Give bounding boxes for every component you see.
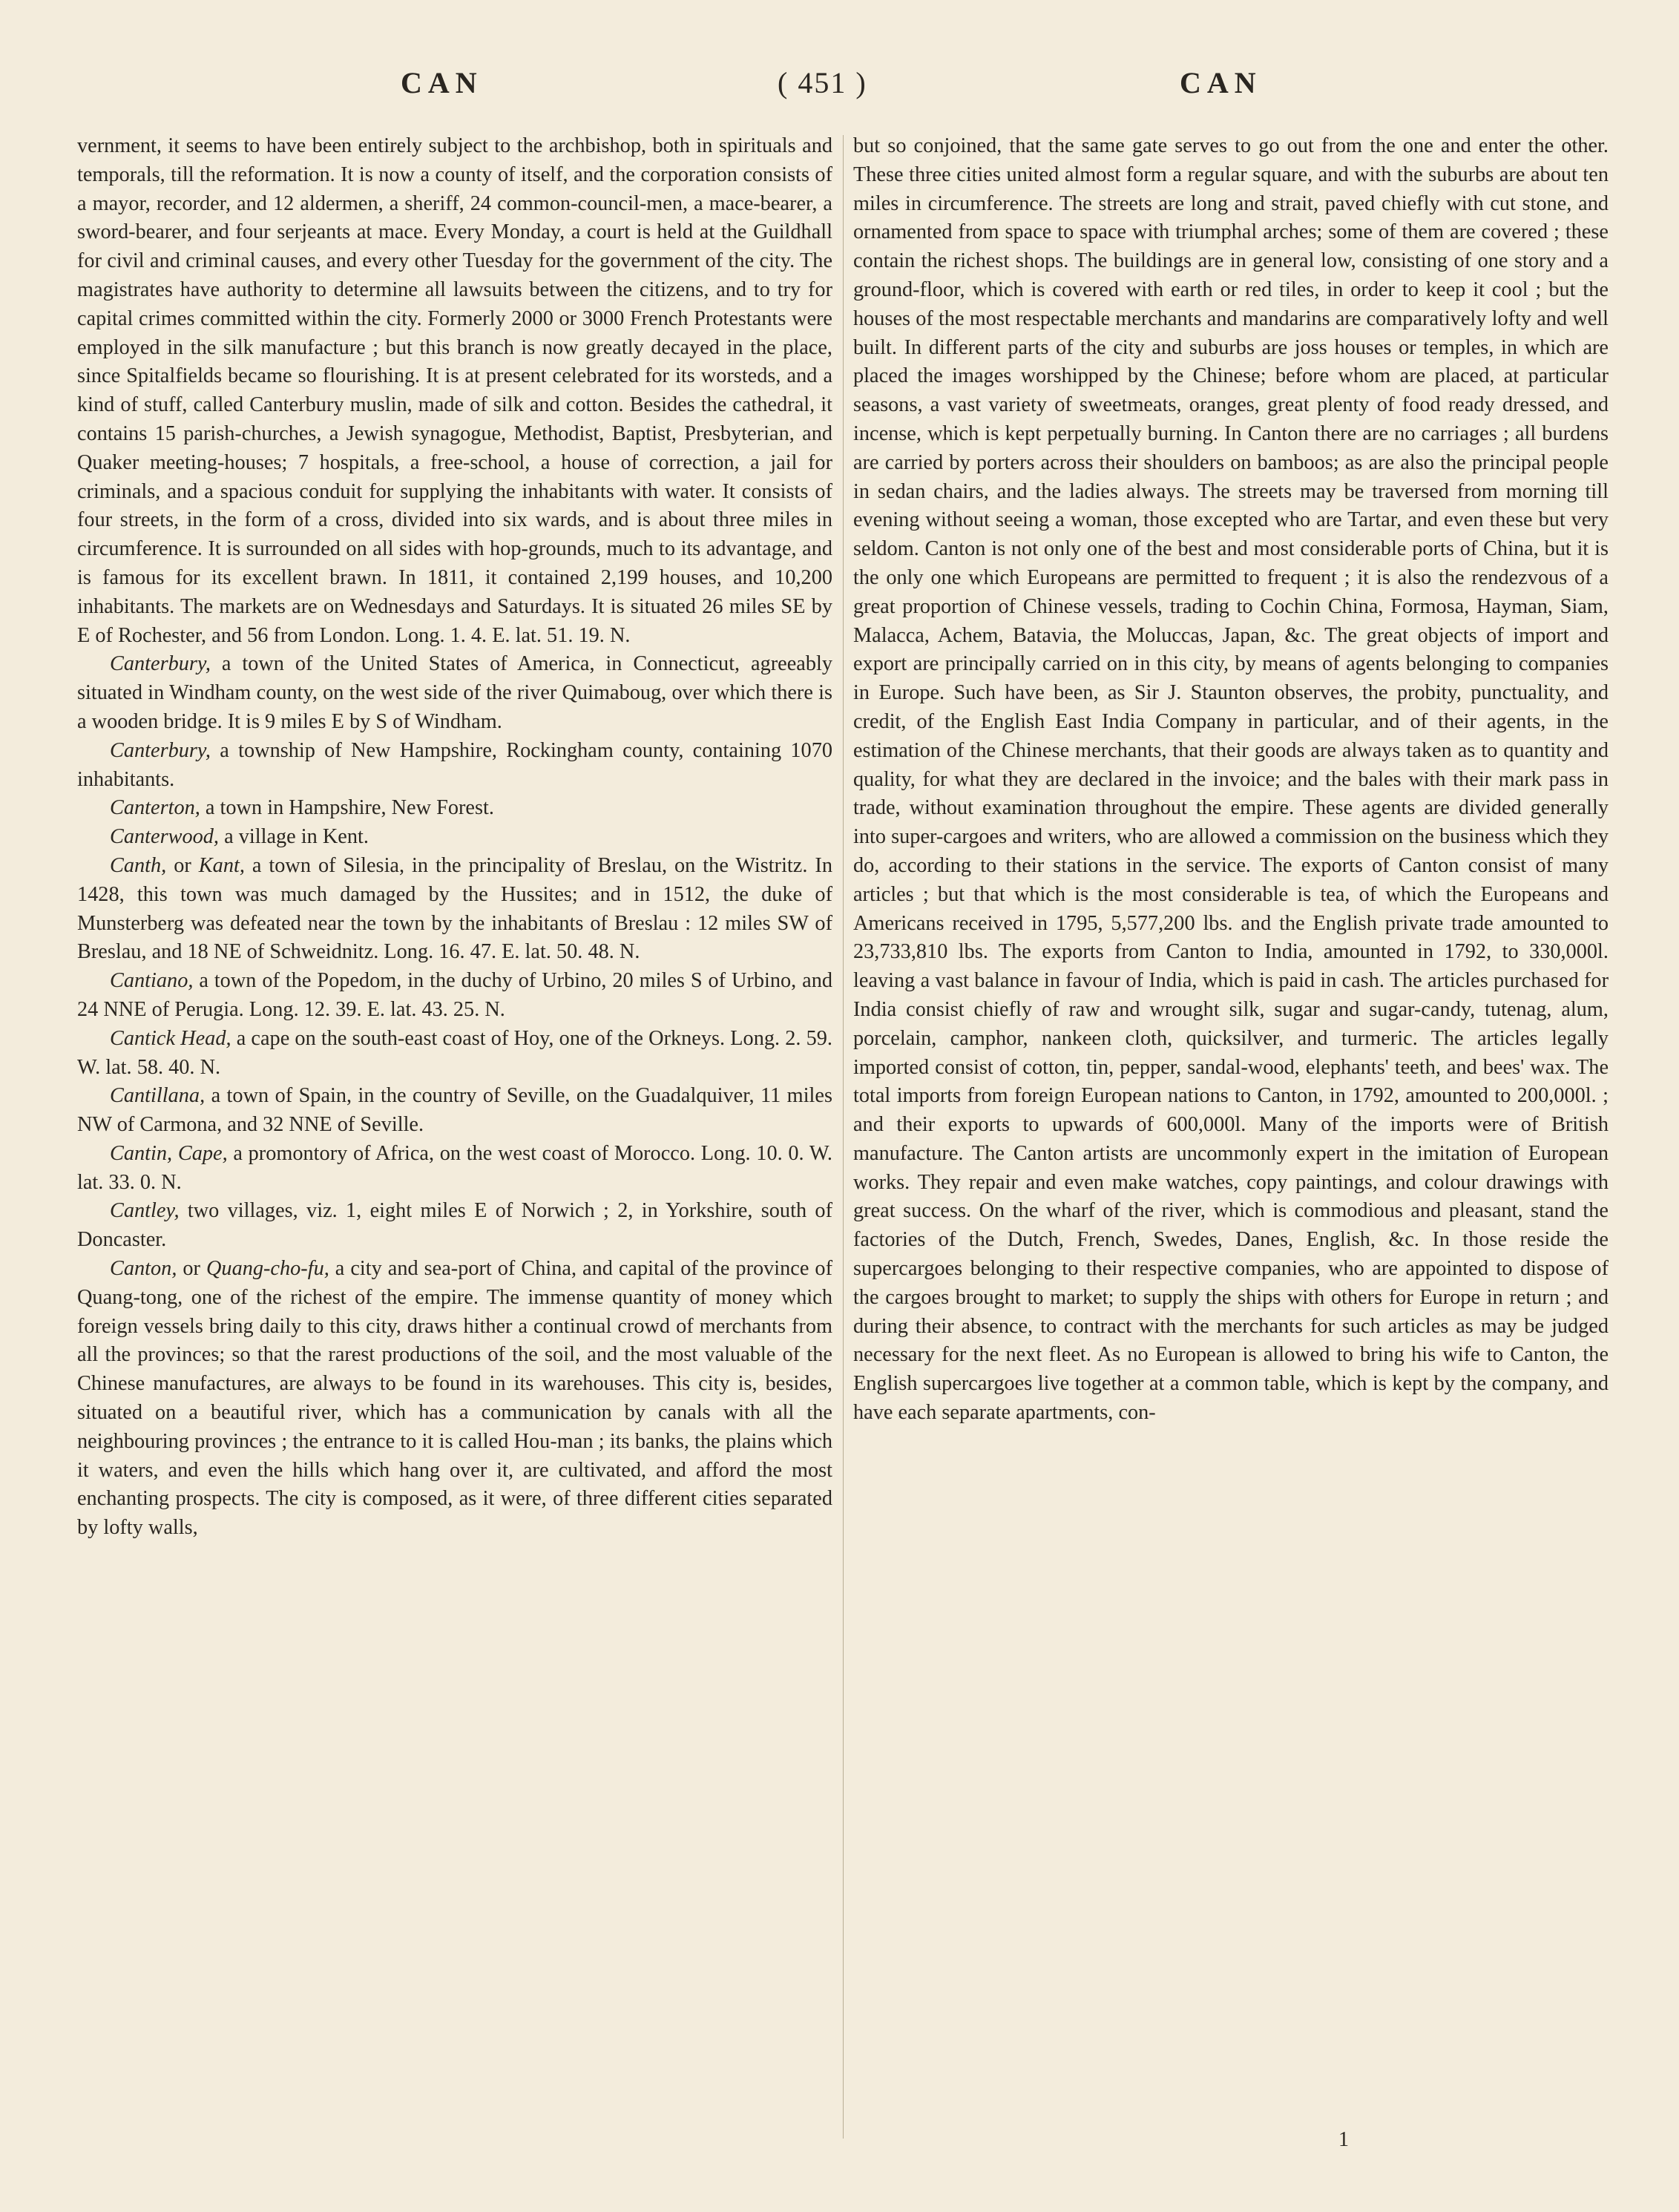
entry-text: a town in Hampshire, New Forest. (200, 796, 494, 820)
entry-alt-headword: Kant, (198, 853, 245, 877)
signature-mark: 1 (1338, 2128, 1349, 2151)
gazetteer-entry (77, 1140, 832, 1198)
entry-headword: Canterbury, (110, 652, 211, 676)
page-number: ( 451 ) (778, 66, 867, 99)
entry-headword: Canterwood, (110, 825, 219, 849)
entry-headword: Cantley, (110, 1199, 180, 1223)
gazetteer-entry (77, 1197, 832, 1255)
entry-headword: Canth, (110, 853, 167, 877)
entry-text-continued: a city and sea-port of China, and capital of the province of Quang-tong, one of the richest of the empire. The immense quantity of money which foreign vessels bring daily to this city, draws hither a continual crowd of merchants from all the provinces; so that the rarest productions of the soil, and the most valuable of the Chinese manufactures, are always to be found in its warehouses. This city is, besides, situated on a beautiful river, which has a communication by canals with all the neighbouring provinces ; the entrance to it is called Hou-man ; its banks, the plains which it waters, and even the hills which hang over it, are cultivated, and afford the most enchanting prospects. The city is composed, as it were, of three different cities separated by lofty walls, (77, 1257, 832, 1540)
right-column (853, 132, 1609, 1428)
entry-headword: Canton, (110, 1257, 177, 1281)
continued-paragraph (853, 132, 1609, 1428)
continued-paragraph (77, 132, 832, 650)
gazetteer-entry (77, 1025, 832, 1083)
entry-text: a town of the Popedom, in the duchy of Urbino, 20 miles S of Urbino, and 24 NNE of Perugia. Long. 12. 39. E. lat. 43. 25. N. (77, 969, 832, 1021)
gazetteer-entry (77, 794, 832, 823)
gazetteer-entry (77, 967, 832, 1025)
entry-text: vernment, it seems to have been entirely subject to the archbishop, both in spirituals and temporals, till the reformation. It is now a county of itself, and the corporation consists of a mayor, recorder, and 12 aldermen, a sheriff, 24 common-council-men, a mace-bearer, a sword-bearer, and four serjeants at mace. Every Monday, a court is held at the Guildhall for civil and criminal causes, and every other Tuesday for the government of the city. The magistrates have authority to determine all lawsuits between the citizens, and to try for capital crimes committed within the city. Formerly 2000 or 3000 French Protestants were employed in the silk manufacture ; but this branch is now greatly decayed in the place, since Spitalfields became so flourishing. It is at present celebrated for its worsteds, and a kind of stuff, called Canterbury muslin, made of silk and cotton. Besides the cathedral, it contains 15 parish-churches, a Jewish synagogue, Methodist, Baptist, Presbyterian, and Quaker meeting-houses; 7 hospitals, a free-school, a house of correction, a jail for criminals, and a spacious conduit for supplying the inhabitants with water. It consists of four streets, in the form of a cross, divided into six wards, and is about three miles in circumference. It is surrounded on all sides with hop-grounds, much to its advantage, and is famous for its excellent brawn. In 1811, it contained 2,199 houses, and 10,200 inhabitants. The markets are on Wednesdays and Saturdays. It is situated 26 miles SE by E of Rochester, and 56 from London. Long. 1. 4. E. lat. 51. 19. N. (77, 134, 832, 647)
gazetteer-entry (77, 823, 832, 852)
left-column (77, 132, 832, 1543)
entry-text-continued: a town of Silesia, in the principality of Breslau, on the Wistritz. In 1428, this town was much damaged by the Hussites; and in 1512, the duke of Munsterberg was defeated near the town by the inhabitants of Breslau : 12 miles SW of Breslau, and 18 NE of Schweidnitz. Long. 16. 47. E. lat. 50. 48. N. (77, 853, 832, 964)
entry-text: but so conjoined, that the same gate serves to go out from the one and enter the other. These three cities united almost form a regular square, and with the suburbs are about ten miles in circumference. The streets are long and strait, paved chiefly with cut stone, and ornamented from space to space with triumphal arches; some of them are covered ; these contain the richest shops. The buildings are in general low, consisting of one story and a ground-floor, which is covered with earth or red tiles, in order to keep it cool ; but the houses of the most respectable merchants and mandarins are comparatively lofty and well built. In different parts of the city and suburbs are joss houses or temples, in which are placed the images worshipped by the Chinese; before whom are placed, at particular seasons, a vast variety of sweetmeats, oranges, great plenty of food ready dressed, and incense, which is kept perpetually burning. In Canton there are no carriages ; all burdens are carried by porters across their shoulders on bamboos; as are also the principal people in sedan chairs, and the ladies always. The streets may be traversed from morning till evening without seeing a woman, those excepted who are Tartar, and even these but very seldom. Canton is not only one of the best and most considerable ports of China, but it is the only one which Europeans are permitted to frequent ; it is also the rendezvous of a great proportion of Chinese vessels, trading to Cochin China, Formosa, Hayman, Siam, Malacca, Achem, Batavia, the Moluccas, Japan, &c. The great objects of import and export are principally carried on in this city, by means of agents belonging to companies in Europe. Such have been, as Sir J. Staunton observes, the probity, punctuality, and credit, of the English East India Company in particular, and of their agents, in the estimation of the Chinese merchants, that their goods are always taken as to quantity and quality, for what they are declared in the invoice; and the bales with their mark pass in trade, without examination throughout the empire. These agents are divided generally into super-cargoes and writers, who are allowed a commission on the business which they do, according to their stations in the service. The exports of Canton consist of many articles ; but that which is the most considerable is tea, of which the Europeans and Americans received in 1795, 5,577,200 lbs. and the English private trade amounted to 23,733,810 lbs. The exports from Canton to India, amounted in 1792, to 330,000l. leaving a vast balance in favour of India, which is paid in cash. The articles purchased for India consist chiefly of raw and wrought silk, sugar and sugar-candy, tutenag, alum, porcelain, camphor, nankeen cloth, quicksilver, and turmeric. The articles legally imported consist of cotton, tin, pepper, sandal-wood, elephants' teeth, and bees' wax. The total imports from foreign European nations to Canton, in 1792, amounted to 200,000l. ; and their exports to upwards of 600,000l. Many of the imports were of British manufacture. The Canton artists are uncommonly expert in the imitation of European works. They repair and even make watches, copy paintings, and colour drawings with great success. On the wharf of the river, which is commodious and pleasant, stand the factories of the Dutch, French, Swedes, Danes, English, &c. In those reside the supercargoes belonging to their respective companies, who are appointed to dispose of the cargoes brought to market; to supply the ships with others for Europe in return ; and during their absence, to contract with the merchants for such articles as may be judged necessary for the next fleet. As no European is allowed to bring his wife to Canton, the English supercargoes live together at a common table, which is kept by the company, and have each separate apartments, con- (853, 134, 1609, 1425)
entry-text: a cape on the south-east coast of Hoy, one of the Orkneys. Long. 2. 59. W. lat. 58. 40. N. (77, 1026, 832, 1079)
gazetteer-entry (77, 1082, 832, 1140)
gazetteer-entry (77, 1255, 832, 1543)
entry-headword: Cantick Head, (110, 1026, 231, 1050)
entry-text: a town of Spain, in the country of Seville, on the Guadalquiver, 11 miles NW of Carmona, and 32 NNE of Seville. (77, 1084, 832, 1137)
gazetteer-entry (77, 650, 832, 736)
entry-text: a township of New Hampshire, Rockingham county, containing 1070 inhabitants. (77, 738, 832, 791)
entry-text: a promontory of Africa, on the west coast of Morocco. Long. 10. 0. W. lat. 33. 0. N. (77, 1141, 833, 1194)
entry-text: a village in Kent. (219, 825, 369, 849)
entry-alt-headword: Quang-cho-fu, (206, 1257, 329, 1281)
header-left-catchword: CAN (401, 66, 483, 99)
entry-headword: Canterbury, (110, 738, 211, 762)
entry-headword: Cantin, Cape, (110, 1141, 228, 1165)
entry-headword: Cantiano, (110, 969, 194, 993)
entry-headword: Canterton, (110, 796, 200, 820)
entry-text: two villages, viz. 1, eight miles E of Norwich ; 2, in Yorkshire, south of Doncaster. (77, 1199, 832, 1252)
running-header (0, 65, 1679, 110)
entry-text: or (166, 853, 199, 877)
gazetteer-entry (77, 852, 832, 967)
entry-text: a town of the United States of America, in Connecticut, agreeably situated in Windham county, on the west side of the river Quimaboug, over which there is a wooden bridge. It is 9 miles E by S of Windham. (77, 652, 832, 733)
gazetteer-entry (77, 737, 832, 795)
entry-text: or (177, 1257, 206, 1281)
entry-headword: Cantillana, (110, 1084, 206, 1108)
header-right-catchword: CAN (1180, 66, 1262, 99)
column-divider (843, 135, 844, 2139)
